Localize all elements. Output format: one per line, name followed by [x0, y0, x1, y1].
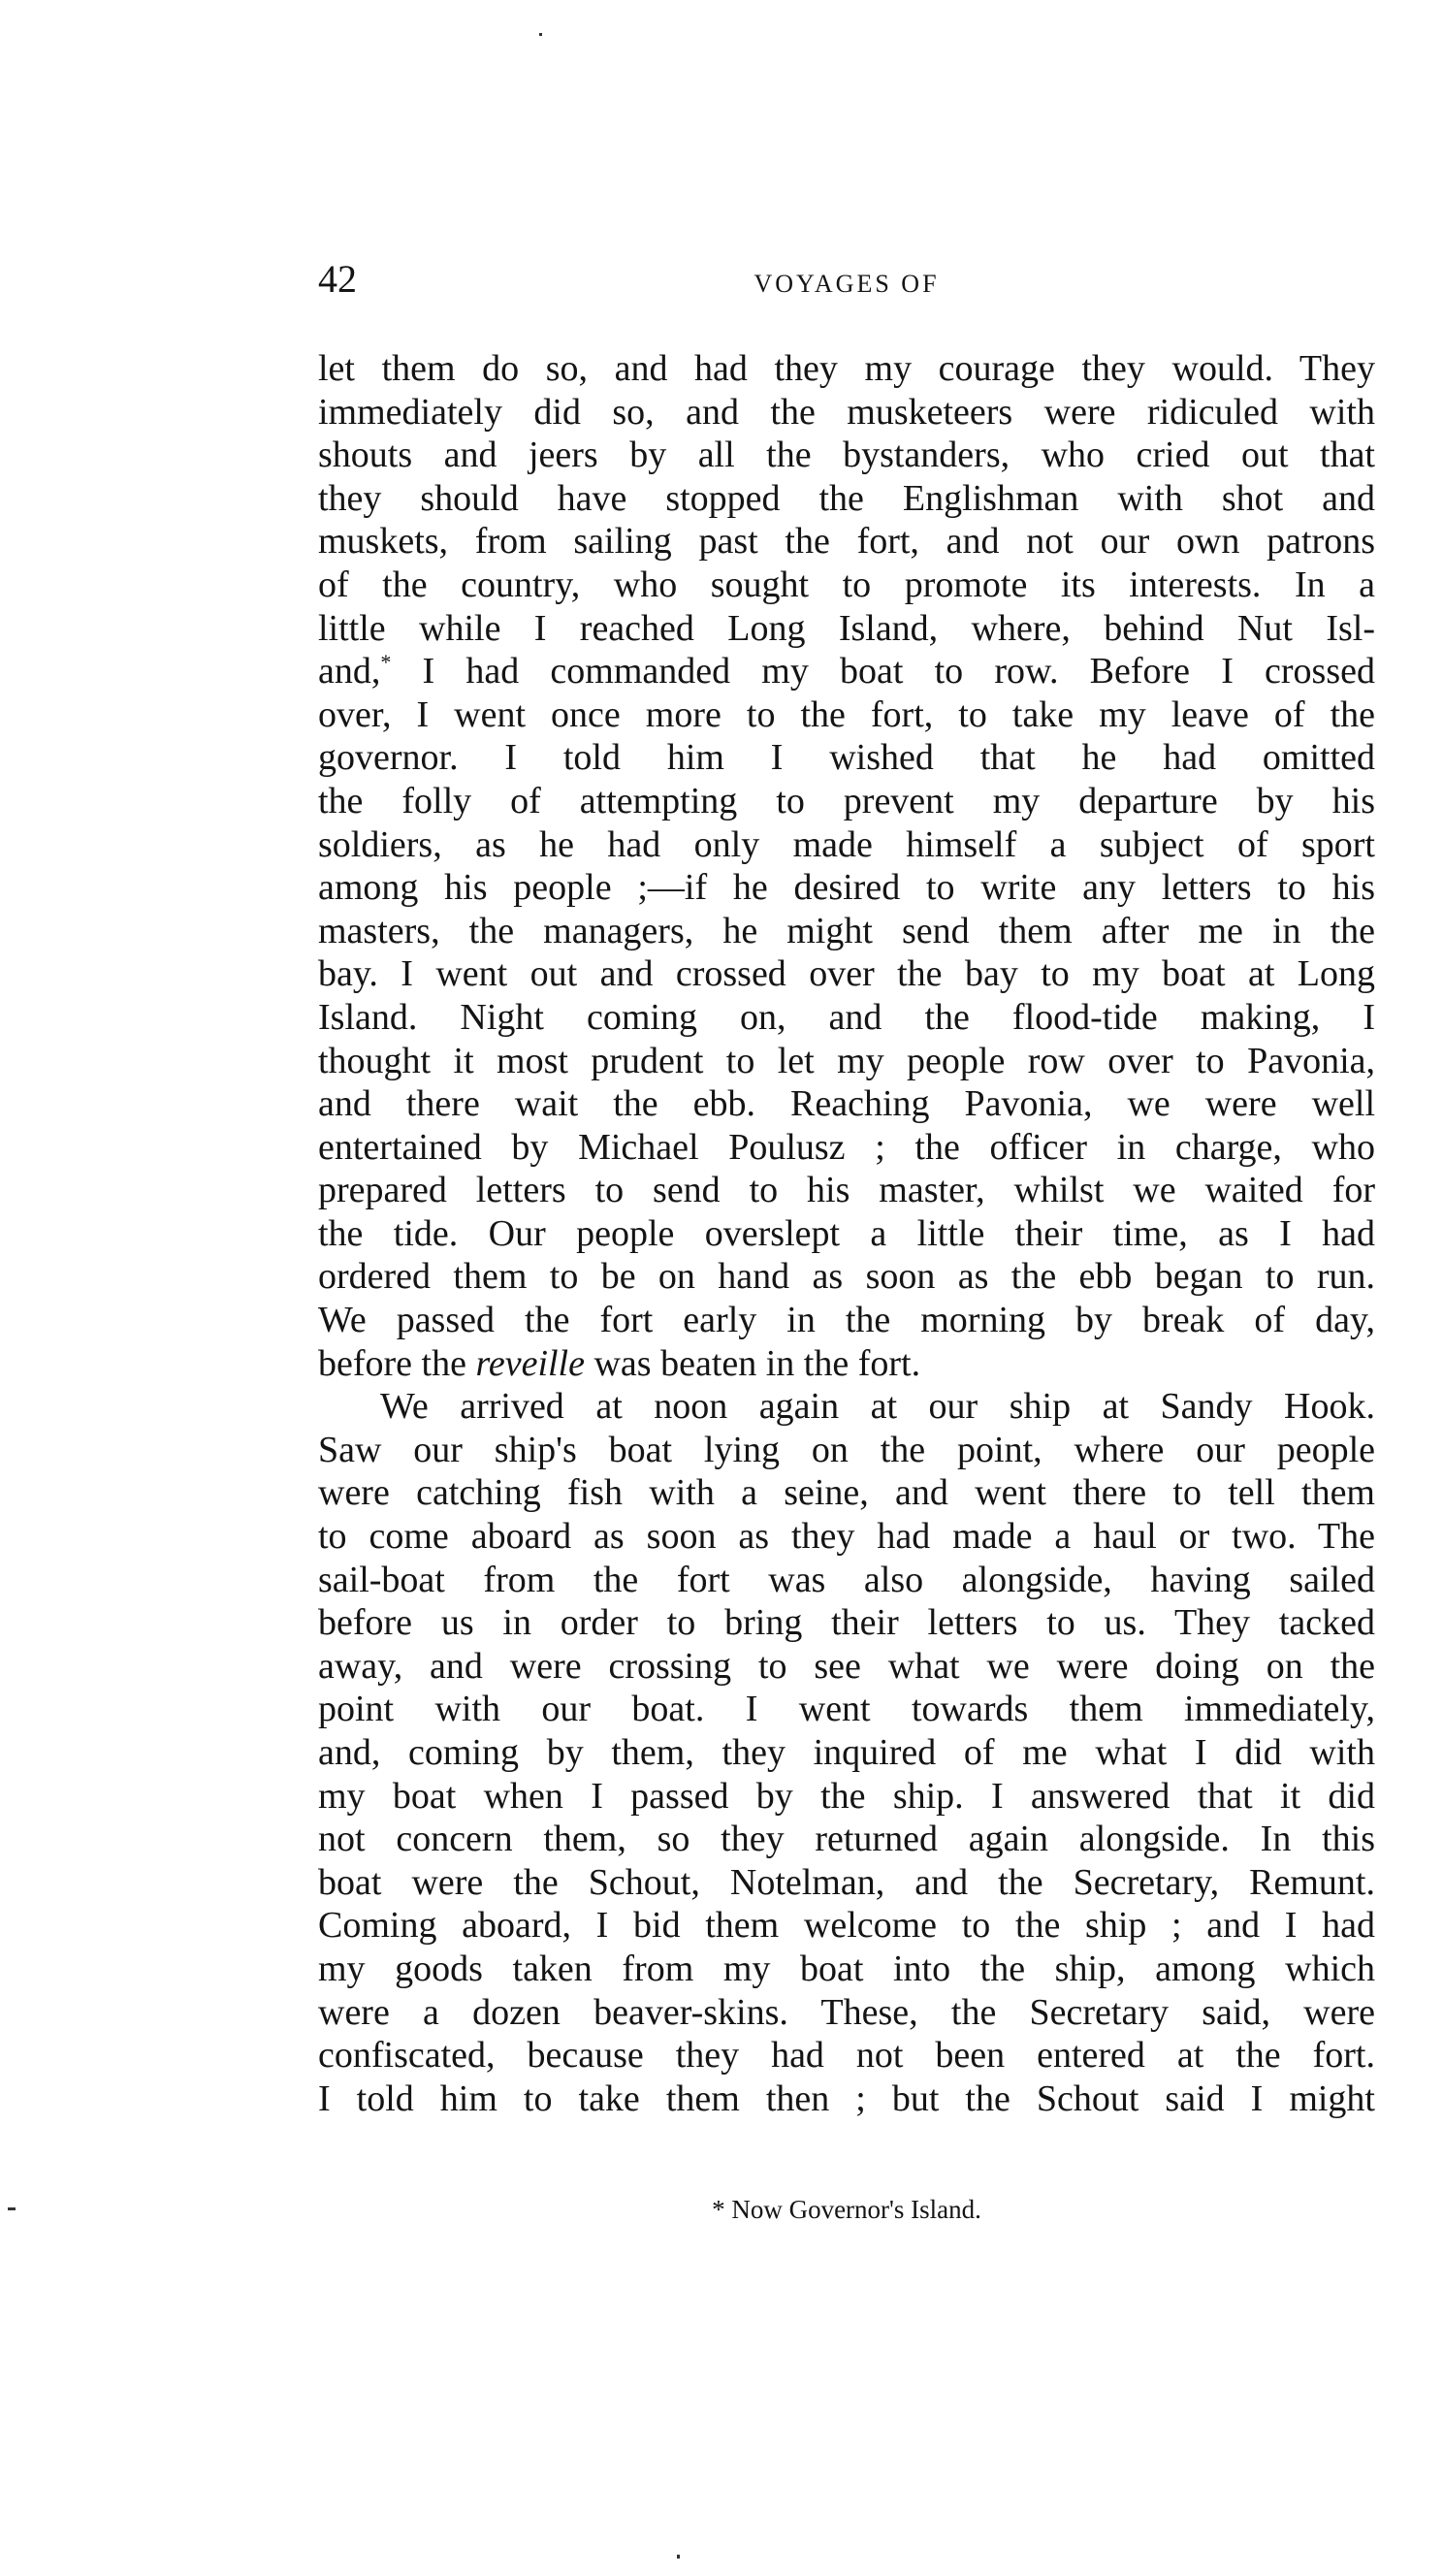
- text-line: sail-boat from the fort was also alongside, having sailed: [318, 1559, 1375, 1600]
- text-line: among his people ;—if he desired to write any letters to his: [318, 867, 1375, 909]
- scan-speck-bottom: [677, 2555, 680, 2559]
- text-line: Saw our ship's boat lying on the point, where our people: [318, 1429, 1375, 1470]
- line-start: before the: [318, 1342, 476, 1384]
- text-line: to come aboard as soon as they had made a haul or two. The: [318, 1516, 1375, 1558]
- text-line: away, and were crossing to see what we were doing on the: [318, 1645, 1375, 1687]
- footnote-reference: *: [380, 650, 392, 675]
- body-text: [318, 347, 1375, 2120]
- text-line: and there wait the ebb. Reaching Pavonia, we were well: [318, 1083, 1375, 1125]
- text-line: bay. I went out and crossed over the bay to my boat at Long: [318, 953, 1375, 995]
- italic-word: reveille: [475, 1342, 585, 1384]
- text-line: confiscated, because they had not been entered at the fort.: [318, 2035, 1375, 2077]
- text-line: point with our boat. I went towards them immediately,: [318, 1689, 1375, 1730]
- text-line: over, I went once more to the fort, to take my leave of the: [318, 693, 1375, 735]
- text-line: little while I reached Long Island, where, behind Nut Isl-: [318, 607, 1375, 649]
- text-line: We arrived at noon again at our ship at Sandy Hook.: [380, 1386, 1375, 1428]
- text-line-with-italic: [318, 1342, 1375, 1386]
- text-line: Coming aboard, I bid them welcome to the ship ; and I had: [318, 1905, 1375, 1947]
- text-line: the tide. Our people overslept a little their time, as I had: [318, 1212, 1375, 1254]
- text-line: the folly of attempting to prevent my departure by his: [318, 780, 1375, 821]
- paragraph-2: [318, 1385, 1375, 2120]
- text-line: of the country, who sought to promote its interests. In a: [318, 564, 1375, 605]
- line-end: was beaten in the fort.: [584, 1342, 921, 1384]
- text-line: were catching fish with a seine, and went there to tell them: [318, 1472, 1375, 1514]
- page-number: 42: [318, 257, 357, 301]
- page-header: [318, 254, 1375, 312]
- text-line: entertained by Michael Poulusz ; the officer in charge, who: [318, 1126, 1375, 1168]
- text-line: thought it most prudent to let my people row over to Pavonia,: [318, 1040, 1375, 1081]
- scan-speck-top: [539, 33, 542, 36]
- text-line: and, coming by them, they inquired of me what I did with: [318, 1732, 1375, 1773]
- line-end: I had commanded my boat to row. Before I crossed: [391, 651, 1375, 692]
- text-line: before us in order to bring their letters to us. They tacked: [318, 1602, 1375, 1644]
- text-line: We passed the fort early in the morning by break of day,: [318, 1300, 1375, 1341]
- text-line: prepared letters to send to his master, whilst we waited for: [318, 1170, 1375, 1211]
- text-line: masters, the managers, he might send them after me in the: [318, 910, 1375, 951]
- text-line: ordered them to be on hand as soon as the ebb began to run.: [318, 1256, 1375, 1298]
- text-line: my boat when I passed by the ship. I answered that it did: [318, 1775, 1375, 1817]
- text-line: not concern them, so they returned again alongside. In this: [318, 1819, 1375, 1860]
- text-line: they should have stopped the Englishman with shot and: [318, 477, 1375, 519]
- text-line: my goods taken from my boat into the ship, among which: [318, 1948, 1375, 1989]
- text-line: I told him to take them then ; but the Schout said I might: [318, 2077, 1375, 2119]
- line-start: and,: [318, 651, 381, 692]
- text-line: immediately did so, and the musketeers were ridiculed with: [318, 391, 1375, 433]
- scan-speck-left: [8, 2207, 16, 2210]
- text-line: were a dozen beaver-skins. These, the Secretary said, were: [318, 1991, 1375, 2033]
- text-line: muskets, from sailing past the fort, and not our own patrons: [318, 521, 1375, 563]
- footnote: * Now Governor's Island.: [712, 2195, 981, 2224]
- text-line-with-footnote-ref: [318, 650, 1375, 693]
- text-line: governor. I told him I wished that he had omitted: [318, 737, 1375, 779]
- text-line: shouts and jeers by all the bystanders, who cried out that: [318, 435, 1375, 476]
- text-line: boat were the Schout, Notelman, and the Secretary, Remunt.: [318, 1861, 1375, 1903]
- text-line: let them do so, and had they my courage they would. They: [318, 348, 1375, 389]
- text-line: Island. Night coming on, and the flood-tide making, I: [318, 996, 1375, 1038]
- paragraph-1: [318, 347, 1375, 1385]
- running-title: VOYAGES OF: [754, 270, 940, 298]
- text-line: soldiers, as he had only made himself a subject of sport: [318, 823, 1375, 865]
